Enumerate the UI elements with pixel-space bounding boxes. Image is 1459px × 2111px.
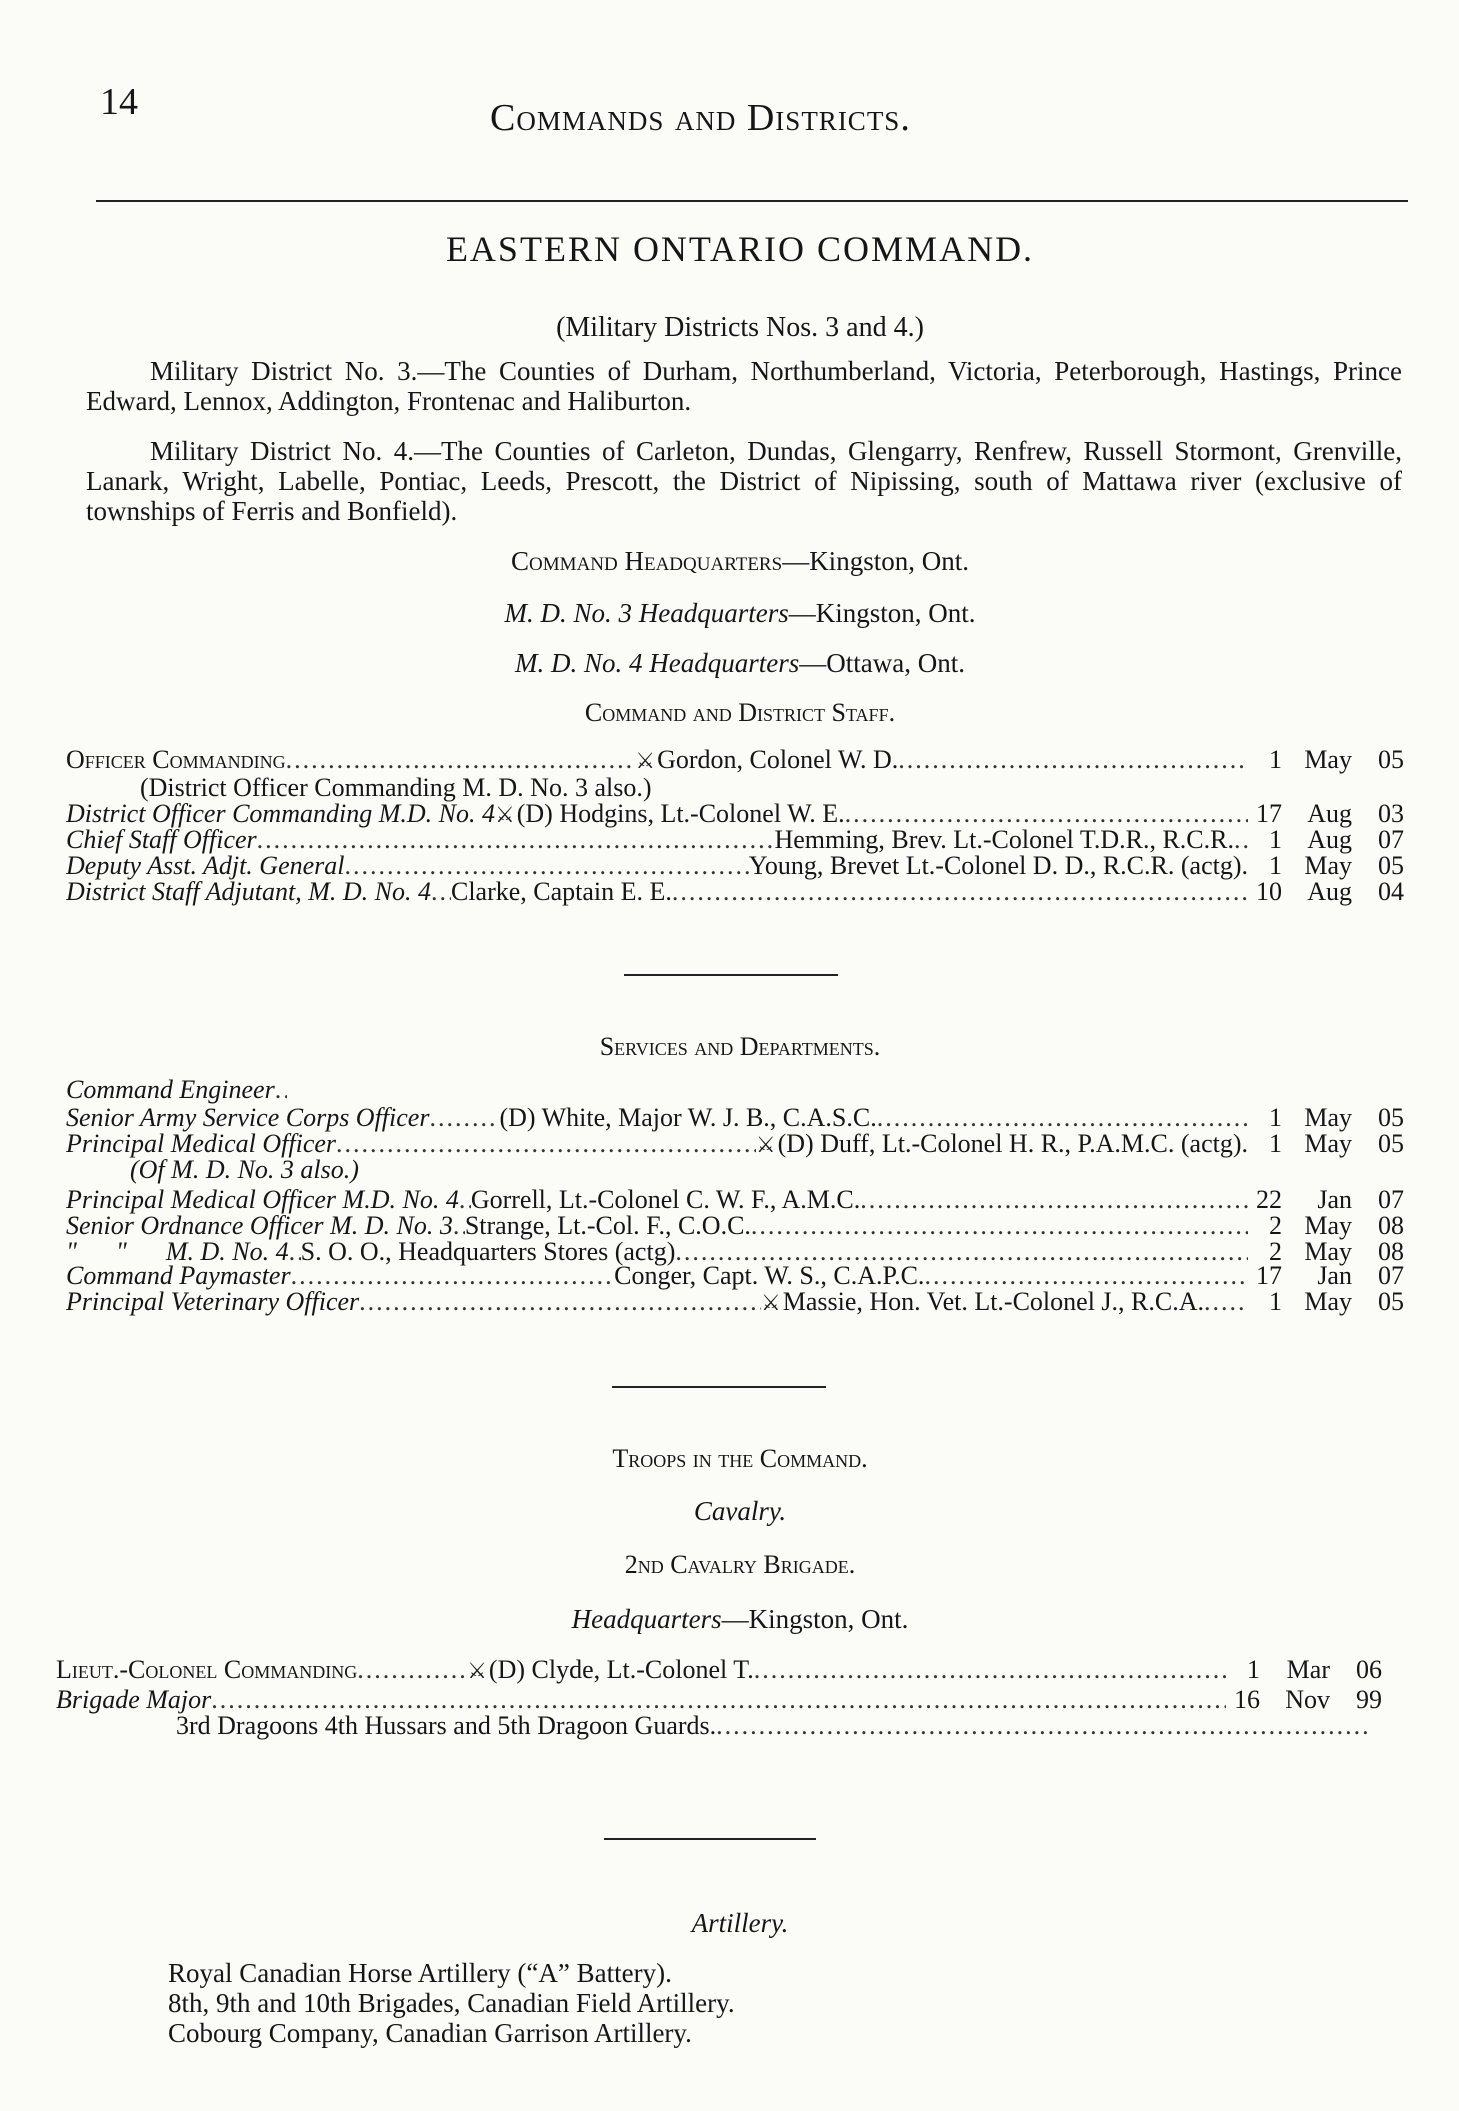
md4-headquarters: M. D. No. 4 Headquarters—Ottawa, Ont. (515, 648, 965, 678)
services-row: Principal Medical Officer ..... ⚔(D) Duff, Lt.-Colonel H. R., P.A.M.C. (actg). 1 May 05 (66, 1130, 1404, 1158)
section-divider (612, 1386, 826, 1388)
crossed-swords-icon: ⚔ (495, 802, 515, 827)
services-row: Principal Veterinary Officer ..... ⚔Massie, Hon. Vet. Lt.-Colonel J., R.C.A. ..... 1 May 05 (66, 1288, 1404, 1316)
list-item: 8th, 9th and 10th Brigades, Canadian Field Artillery. (168, 1988, 735, 2018)
services-heading: Services and Departments. (599, 1032, 881, 1061)
section-divider (604, 1838, 816, 1840)
services-row: Senior Ordnance Officer M. D. No. 3 ..... Strange, Lt.-Col. F., C.O.C. ..... 2 May 08 (66, 1212, 1404, 1240)
crossed-swords-icon: ⚔ (755, 1132, 776, 1157)
staff-heading: Command and District Staff. (584, 698, 896, 727)
services-row: " " M. D. No. 4 ..... S. O. O., Headquarters Stores (actg) ..... 2 May 08 (66, 1238, 1404, 1266)
crossed-swords-icon: ⚔ (635, 748, 656, 773)
command-headquarters: Command Headquarters—Kingston, Ont. (511, 546, 969, 576)
crossed-swords-icon: ⚔ (760, 1290, 781, 1315)
services-row: Senior Army Service Corps Officer ..... (D) White, Major W. J. B., C.A.S.C. ..... 1 May 05 (66, 1104, 1404, 1132)
staff-row: Deputy Asst. Adjt. General ..... Young, Brevet Lt.-Colonel D. D., R.C.R. (actg). 1 May 05 (66, 852, 1404, 880)
brigade-heading: 2nd Cavalry Brigade. (624, 1550, 856, 1579)
staff-row: District Officer Commanding M.D. No. 4 ⚔(D) Hodgins, Lt.-Colonel W. E. ..... 17 Aug 03 (66, 800, 1404, 828)
artillery-list (168, 1958, 735, 2048)
troops-heading: Troops in the Command. (612, 1444, 868, 1473)
services-row: Command Paymaster ..... Conger, Capt. W. S., C.A.P.C. ..... 17 Jan 07 (66, 1262, 1404, 1290)
district-3-description: Military District No. 3.—The Counties of Durham, Northumberland, Victoria, Peterborough, Hastings, Prince Edward, Lennox, Addington, Frontenac and Haliburton. (86, 356, 1402, 416)
list-item: Royal Canadian Horse Artillery (“A” Battery). (168, 1958, 672, 1988)
district-4-description: Military District No. 4.—The Counties of Carleton, Dundas, Glengarry, Renfrew, Russell Stormont, Grenville, Lanark, Wright, Labelle, Pontiac, Leeds, Prescott, the District of Nipissing, south of Mattawa river (exclusive of townships of Ferris and Bonfield). (86, 436, 1402, 526)
services-row: Command Engineer ..... (66, 1076, 1404, 1104)
brigade-units: 3rd Dragoons 4th Hussars and 5th Dragoon Guards. ..... (176, 1712, 1372, 1740)
troops-row: Lieut.-Colonel Commanding ..... ⚔(D) Clyde, Lt.-Colonel T. ..... 1 Mar 06 (56, 1656, 1382, 1684)
md3-headquarters: M. D. No. 3 Headquarters—Kingston, Ont. (504, 598, 976, 628)
section-divider (624, 974, 838, 976)
services-row: Principal Medical Officer M.D. No. 4 ..... Gorrell, Lt.-Colonel C. W. F., A.M.C. ..... 22 Jan 07 (66, 1186, 1404, 1214)
running-title: Commands and Districts. (490, 97, 911, 139)
troops-row: Brigade Major ..... 16 Nov 99 (56, 1686, 1382, 1714)
staff-row: Chief Staff Officer ..... Hemming, Brev. Lt.-Colonel T.D.R., R.C.R. ..... 1 Aug 07 (66, 826, 1404, 854)
staff-note: (District Officer Commanding M. D. No. 3 also.) (140, 773, 652, 802)
services-note: (Of M. D. No. 3 also.) (130, 1155, 359, 1184)
header-rule (96, 200, 1408, 202)
subtitle: (Military Districts Nos. 3 and 4.) (556, 312, 924, 343)
staff-row: District Staff Adjutant, M. D. No. 4 ..... Clarke, Captain E. E. ..... 10 Aug 04 (66, 878, 1404, 906)
brigade-headquarters: Headquarters—Kingston, Ont. (571, 1604, 909, 1634)
crossed-swords-icon: ⚔ (467, 1658, 487, 1683)
staff-row: Officer Commanding ..... ⚔Gordon, Colonel W. D. ..... 1 May 05 (66, 746, 1404, 774)
page-number: 14 (100, 81, 138, 123)
list-item: Cobourg Company, Canadian Garrison Artillery. (168, 2018, 692, 2048)
cavalry-heading: Cavalry. (693, 1496, 787, 1526)
artillery-heading: Artillery. (691, 1908, 789, 1938)
page-title: EASTERN ONTARIO COMMAND. (445, 229, 1035, 269)
